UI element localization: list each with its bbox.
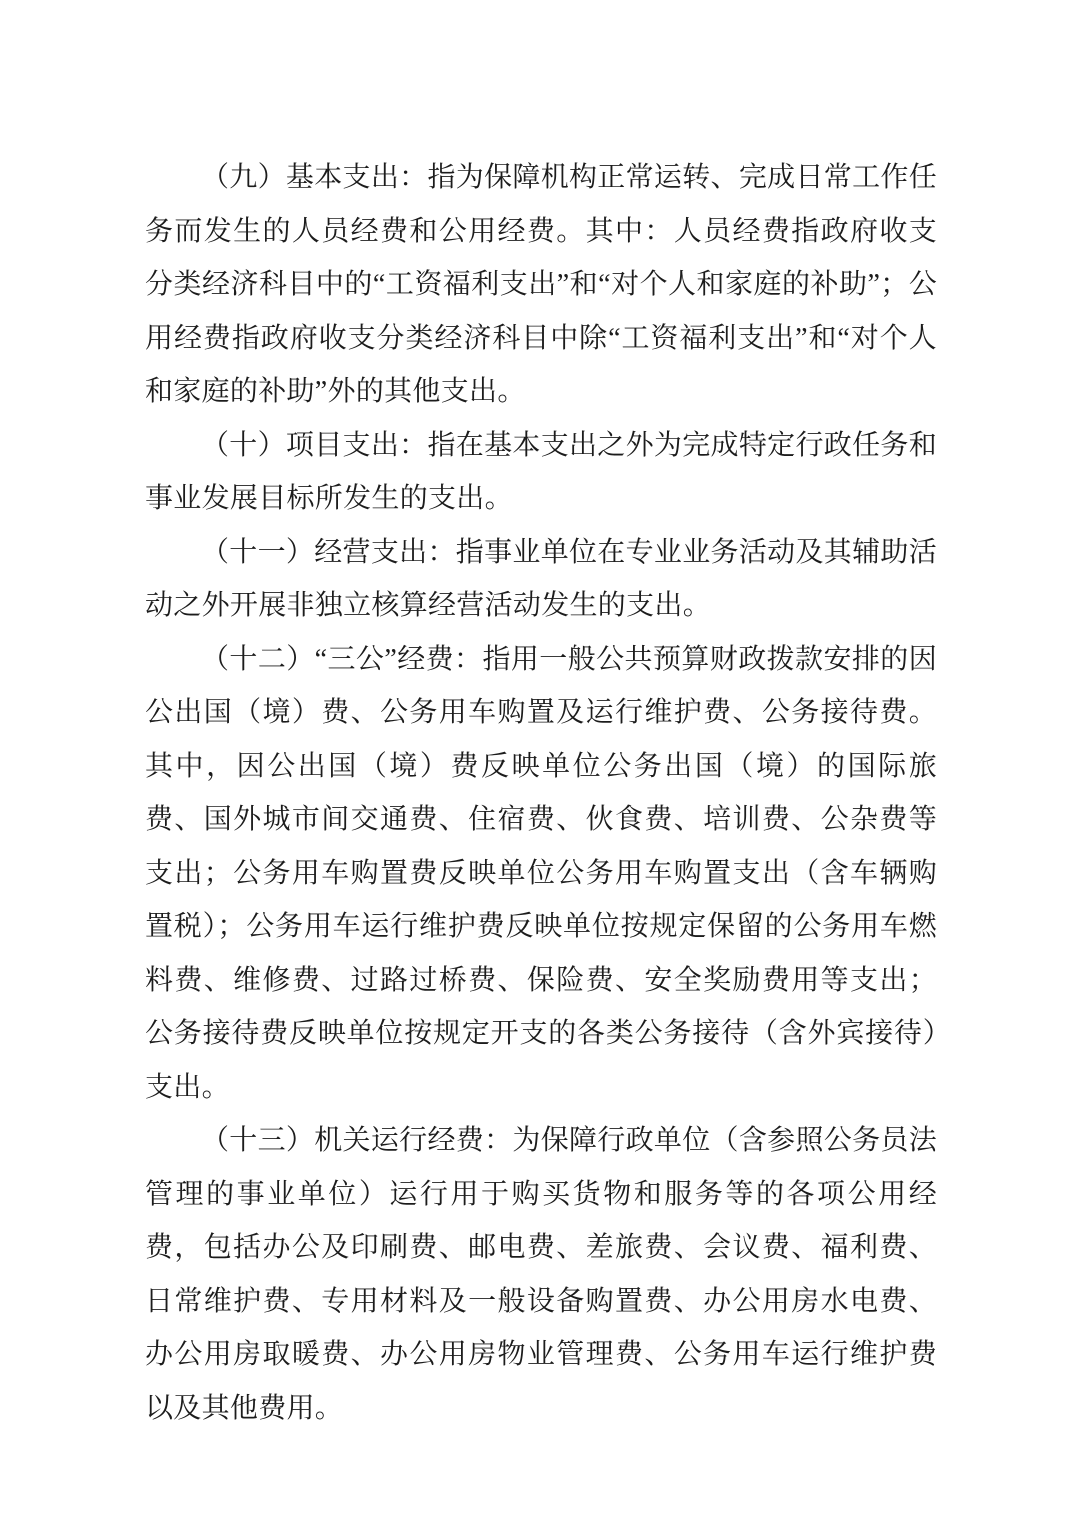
- paragraph-three-public-funds: （十二）“三公”经费：指用一般公共预算财政拨款安排的因公出国（境）费、公务用车购置及运行维护费、公务接待费。其中，因公出国（境）费反映单位公务出国（境）的国际旅费、国外城市间交通费、住宿费、伙食费、培训费、公杂费等支出；公务用车购置费反映单位公务用车购置支出（含车辆购置税）；公务用车运行维护费反映单位按规定保留的公务用车燃料费、维修费、过路过桥费、保险费、安全奖励费用等支出；公务接待费反映单位按规定开支的各类公务接待（含外宾接待）支出。: [145, 643, 937, 1103]
- document-text-block: [145, 151, 937, 1435]
- paragraph-basic-expenditure: （九）基本支出：指为保障机构正常运转、完成日常工作任务而发生的人员经费和公用经费。其中：人员经费指政府收支分类经济科目中的“工资福利支出”和“对个人和家庭的补助”；公用经费指政府收支分类经济科目中除“工资福利支出”和“对个人和家庭的补助”外的其他支出。: [145, 162, 937, 407]
- paragraph-operating-expenditure: （十一）经营支出：指事业单位在专业业务活动及其辅助活动之外开展非独立核算经营活动发生的支出。: [145, 536, 937, 621]
- paragraph-project-expenditure: （十）项目支出：指在基本支出之外为完成特定行政任务和事业发展目标所发生的支出。: [145, 429, 937, 514]
- paragraph-agency-operating-funds: （十三）机关运行经费：为保障行政单位（含参照公务员法管理的事业单位）运行用于购买货物和服务等的各项公用经费，包括办公及印刷费、邮电费、差旅费、会议费、福利费、日常维护费、专用材料及一般设备购置费、办公用房水电费、办公用房取暖费、办公用房物业管理费、公务用车运行维护费以及其他费用。: [145, 1125, 937, 1424]
